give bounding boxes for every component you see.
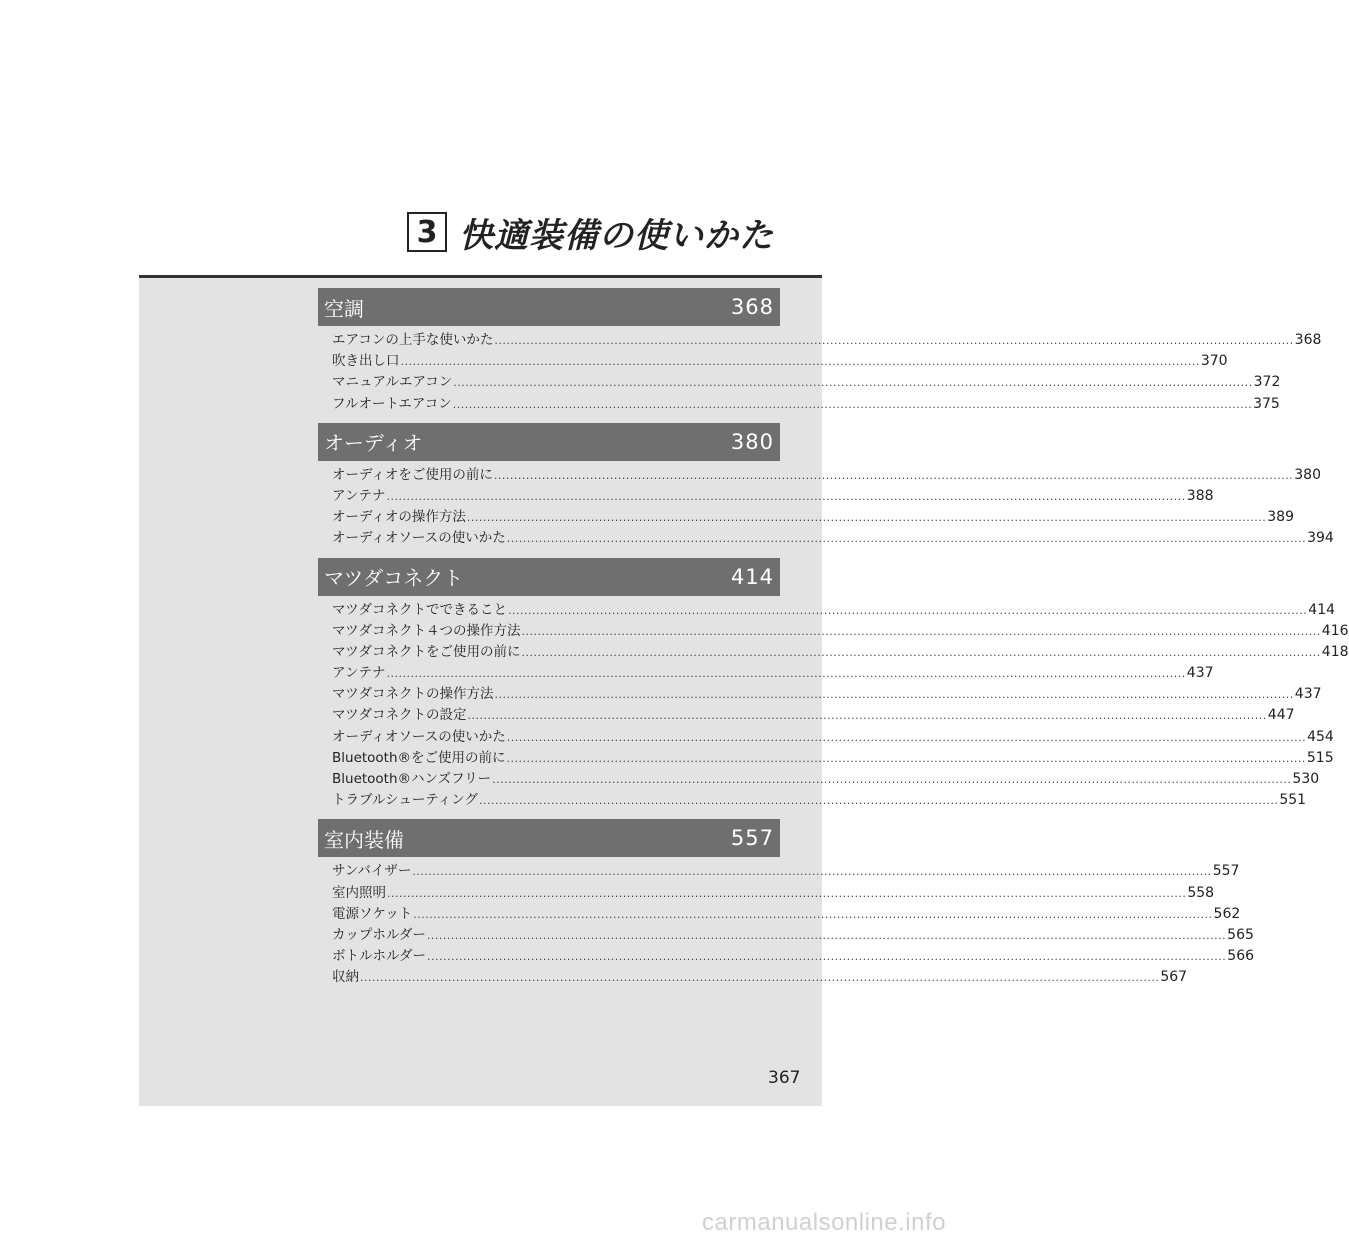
entry-list (318, 596, 1349, 812)
table-of-contents (318, 288, 1349, 997)
chapter-header (407, 208, 774, 256)
toc-section (318, 819, 1255, 988)
entry-label: 収納 (332, 969, 359, 986)
entry-page: 418 (1321, 643, 1349, 660)
entry-page: 372 (1253, 374, 1281, 391)
leader-dots: ........................................................................................................................................................................................................ (453, 376, 1253, 390)
leader-dots: ........................................................................................................................................................................................................ (426, 928, 1227, 942)
toc-entry[interactable] (332, 925, 1254, 946)
entry-label: マツダコネクトの操作方法 (332, 686, 494, 703)
section-page: 414 (730, 564, 774, 589)
leader-dots: ........................................................................................................................................................................................................ (521, 645, 1321, 659)
toc-entry[interactable] (332, 465, 1321, 486)
leader-dots: ........................................................................................................................................................................................................ (506, 751, 1306, 765)
toc-entry[interactable] (332, 684, 1322, 705)
leader-dots: ........................................................................................................................................................................................................ (413, 907, 1213, 921)
entry-page: 566 (1227, 948, 1255, 965)
chapter-title: 快適装備の使いかた (459, 215, 774, 256)
section-header[interactable] (318, 423, 780, 461)
entry-label: アンテナ (332, 487, 386, 504)
entry-label: Bluetooth®ハンズフリー (332, 771, 492, 787)
entry-label: マツダコネクトをご使用の前に (332, 643, 521, 660)
leader-dots: ........................................................................................................................................................................................................ (506, 532, 1307, 546)
entry-page: 567 (1160, 969, 1188, 986)
leader-dots: ........................................................................................................................................................................................................ (494, 334, 1294, 347)
toc-section (318, 558, 1349, 812)
page-number: 367 (768, 1068, 801, 1088)
entry-label: Bluetooth®をご使用の前に (332, 749, 506, 766)
toc-section (318, 423, 1334, 550)
leader-dots: ........................................................................................................................................................................................................ (467, 709, 1267, 723)
entry-list (318, 461, 1334, 550)
leader-dots: ........................................................................................................................................................................................................ (360, 971, 1160, 985)
entry-label: カップホルダー (332, 926, 426, 943)
section-title: オーディオ (324, 431, 423, 456)
toc-entry[interactable] (332, 600, 1336, 621)
toc-entry[interactable] (332, 351, 1228, 372)
toc-entry[interactable] (332, 748, 1334, 769)
entry-label: マニュアルエアコン (332, 374, 453, 391)
section-page: 380 (730, 429, 774, 454)
toc-section (318, 288, 1322, 415)
section-page: 368 (730, 295, 774, 319)
section-title: 室内装備 (324, 827, 404, 852)
entry-label: 電源ソケット (332, 905, 413, 922)
leader-dots: ........................................................................................................................................................................................................ (492, 773, 1292, 786)
toc-entry[interactable] (332, 486, 1214, 507)
entry-label: 吹き出し口 (332, 353, 400, 370)
leader-dots: ........................................................................................................................................................................................................ (412, 865, 1212, 879)
entry-page: 565 (1227, 926, 1254, 943)
toc-entry[interactable] (332, 663, 1214, 684)
leader-dots: ........................................................................................................................................................................................................ (387, 886, 1187, 900)
toc-entry[interactable] (332, 507, 1294, 528)
section-header[interactable] (318, 288, 780, 326)
toc-entry[interactable] (332, 727, 1334, 748)
toc-entry[interactable] (332, 861, 1240, 882)
toc-entry[interactable] (332, 330, 1322, 351)
entry-page: 530 (1292, 771, 1320, 787)
leader-dots: ........................................................................................................................................................................................................ (507, 603, 1308, 617)
section-title: 空調 (324, 296, 364, 321)
toc-entry[interactable] (332, 372, 1281, 393)
entry-page: 515 (1306, 749, 1334, 766)
entry-page: 380 (1294, 466, 1321, 483)
toc-entry[interactable] (332, 705, 1295, 726)
toc-entry[interactable] (332, 769, 1320, 790)
toc-entry[interactable] (332, 621, 1349, 642)
entry-label: アンテナ (332, 665, 386, 682)
leader-dots: ........................................................................................................................................................................................................ (452, 397, 1253, 411)
entry-page: 447 (1267, 707, 1295, 724)
entry-page: 551 (1279, 792, 1307, 809)
entry-label: マツダコネクトの設定 (332, 707, 467, 724)
entry-page: 370 (1200, 353, 1228, 370)
toc-entry[interactable] (332, 967, 1188, 988)
entry-page: 437 (1294, 686, 1322, 703)
section-page: 557 (730, 826, 774, 851)
entry-label: サンバイザー (332, 863, 412, 880)
entry-label: オーディオをご使用の前に (332, 466, 493, 483)
entry-label: オーディオソースの使いかた (332, 530, 506, 547)
entry-label: オーディオの操作方法 (332, 509, 466, 526)
toc-entry[interactable] (332, 946, 1255, 967)
entry-label: フルオートエアコン (332, 395, 452, 412)
leader-dots: ........................................................................................................................................................................................................ (386, 667, 1186, 681)
watermark: carmanualsonline.info (702, 1209, 946, 1236)
chapter-number: 3 (407, 212, 447, 252)
leader-dots: ........................................................................................................................................................................................................ (479, 794, 1279, 808)
entry-page: 416 (1321, 622, 1349, 639)
entry-page: 388 (1186, 487, 1214, 504)
section-header[interactable] (318, 819, 780, 857)
entry-list (318, 857, 1255, 988)
leader-dots: ........................................................................................................................................................................................................ (386, 489, 1186, 503)
section-title: マツダコネクト (324, 566, 464, 590)
entry-label: オーディオソースの使いかた (332, 728, 506, 745)
entry-label: エアコンの上手な使いかた (332, 332, 494, 348)
toc-entry[interactable] (332, 883, 1215, 904)
entry-label: マツダコネクト４つの操作方法 (332, 622, 521, 639)
entry-label: マツダコネクトでできること (332, 601, 507, 618)
leader-dots: ........................................................................................................................................................................................................ (494, 688, 1294, 702)
toc-entry[interactable] (332, 394, 1280, 415)
toc-entry[interactable] (332, 528, 1334, 549)
toc-entry[interactable] (332, 790, 1307, 811)
entry-page: 375 (1253, 395, 1280, 412)
leader-dots: ........................................................................................................................................................................................................ (521, 624, 1321, 638)
toc-entry[interactable] (332, 904, 1241, 925)
section-header[interactable] (318, 558, 780, 596)
toc-entry[interactable] (332, 642, 1349, 663)
entry-page: 414 (1308, 601, 1336, 618)
leader-dots: ........................................................................................................................................................................................................ (493, 468, 1294, 482)
entry-label: ボトルホルダー (332, 948, 426, 965)
entry-page: 389 (1267, 509, 1294, 526)
entry-list (318, 326, 1322, 415)
entry-page: 454 (1307, 728, 1334, 745)
leader-dots: ........................................................................................................................................................................................................ (400, 355, 1200, 369)
entry-page: 368 (1294, 332, 1322, 348)
leader-dots: ........................................................................................................................................................................................................ (426, 950, 1227, 964)
entry-page: 562 (1213, 905, 1241, 922)
entry-page: 394 (1307, 530, 1334, 547)
entry-page: 437 (1186, 665, 1214, 682)
entry-label: トラブルシューティング (332, 792, 479, 809)
entry-page: 557 (1212, 863, 1240, 880)
leader-dots: ........................................................................................................................................................................................................ (466, 511, 1267, 525)
entry-label: 室内照明 (332, 884, 386, 901)
entry-page: 558 (1187, 884, 1215, 901)
leader-dots: ........................................................................................................................................................................................................ (506, 730, 1307, 744)
